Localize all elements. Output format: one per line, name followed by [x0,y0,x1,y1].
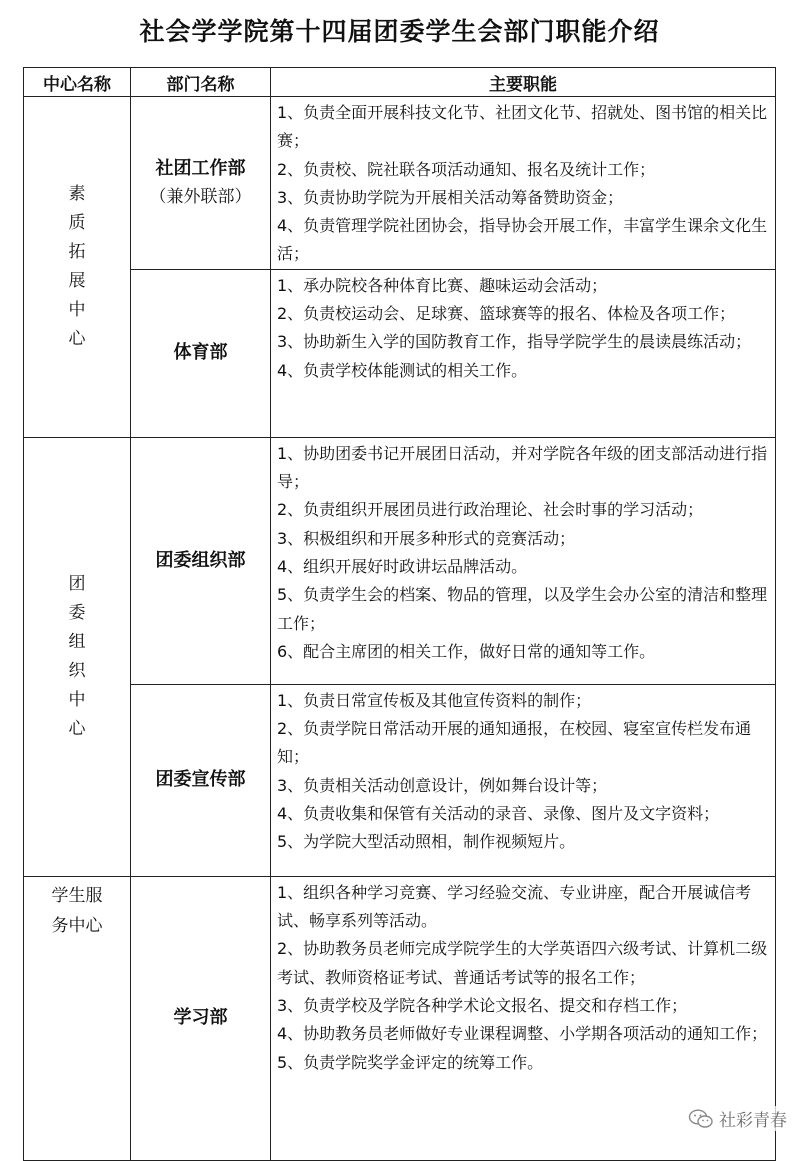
wechat-icon [688,1109,714,1129]
dept-cell [131,684,271,876]
duty-cell [271,684,776,876]
duty-line: 3、协助新生入学的国防教育工作，指导学院学生的晨读晨练活动； [277,332,752,352]
document-title: 社会学学院第十四届团委学生会部门职能介绍 [139,17,660,46]
duty-line: 5、负责学院奖学金评定的统筹工作。 [277,1052,544,1072]
duty-line: 4、负责收集和保管有关活动的录音、录像、图片及文字资料； [277,803,720,823]
dept-cell [131,876,271,1160]
duty-line: 2、负责校、院社联各项活动通知、报名及统计工作； [277,159,656,179]
duty-cell [271,437,776,684]
duty-line: 2、负责校运动会、足球赛、篮球赛等的报名、体检及各项工作； [277,304,736,324]
dept-name: 社团工作部 [155,157,246,179]
duty-line: 4、组织开展好时政讲坛品牌活动。 [277,556,528,576]
duty-line: 3、负责协助学院为开展相关活动筹备赞助资金； [277,187,624,207]
duty-line: 2、负责组织开展团员进行政治理论、社会时事的学习活动； [277,500,704,520]
duty-line: 1、协助团委书记开展团日活动，并对学院各年级的团支部活动进行指导； [277,443,768,492]
table-row [24,684,776,876]
duty-line: 6、配合主席团的相关工作，做好日常的通知等工作。 [277,641,656,661]
dept-name: 团委组织部 [155,549,246,571]
table-row [24,876,776,1160]
duty-line: 1、负责日常宣传板及其他宣传资料的制作； [277,690,592,710]
duty-line: 3、负责学校及学院各种学术论文报名、提交和存档工作； [277,995,688,1015]
duty-line: 2、协助教务员老师完成学院学生的大学英语四六级考试、计算机二级考试、教师资格证考试、普通话考试等的报名工作； [277,939,768,987]
header-duties: 主要职能 [271,68,776,97]
duty-line: 4、负责学校体能测试的相关工作。 [277,360,528,380]
duty-cell [271,269,776,437]
duty-line: 4、协助教务员老师做好专业课程调整、小学期各项活动的通知工作； [277,1024,768,1044]
duty-line: 4、负责管理学院社团协会，指导协会开展工作，丰富学生课余文化生活； [277,216,768,264]
center-cell-service [24,876,131,1160]
duty-line: 1、组织各种学习竞赛、学习经验交流、专业讲座，配合开展诚信考试、畅享系列等活动。 [277,882,752,931]
header-row [24,68,776,97]
duty-cell [271,97,776,270]
dept-cell [131,437,271,684]
watermark [684,1106,791,1131]
duty-line: 2、负责学院日常活动开展的通知通报，在校园、寝室宣传栏发布通知； [277,719,752,767]
dept-cell [131,97,271,270]
duty-line: 1、负责全面开展科技文化节、社团文化节、招就处、图书馆的相关比赛； [277,103,768,151]
watermark-text: 社彩青春 [719,1111,787,1131]
dept-cell [131,269,271,437]
department-table [23,67,776,1161]
duty-line: 3、积极组织和开展多种形式的竞赛活动； [277,528,576,548]
center-cell-quality [24,97,131,438]
center-name: 团委组织中心 [68,573,86,739]
header-dept: 部门名称 [131,68,271,97]
header-center: 中心名称 [24,68,131,97]
duty-line: 3、负责相关活动创意设计，例如舞台设计等； [277,775,608,795]
center-cell-league [24,437,131,876]
center-name: 素质拓展中心 [68,183,86,349]
dept-name: 团委宣传部 [155,769,246,791]
dept-name: 体育部 [173,342,228,364]
table-row [24,437,776,684]
table-row [24,269,776,437]
duty-line: 1、承办院校各种体育比赛、趣味运动会活动； [277,275,608,295]
center-name: 学生服务中心 [51,885,103,936]
table-row [24,97,776,270]
dept-sub-name: （兼外联部） [149,186,252,207]
duty-line: 5、为学院大型活动照相，制作视频短片。 [277,832,576,852]
dept-name: 学习部 [173,1007,228,1029]
duty-line: 5、负责学生会的档案、物品的管理，以及学生会办公室的清洁和整理工作； [277,585,768,633]
